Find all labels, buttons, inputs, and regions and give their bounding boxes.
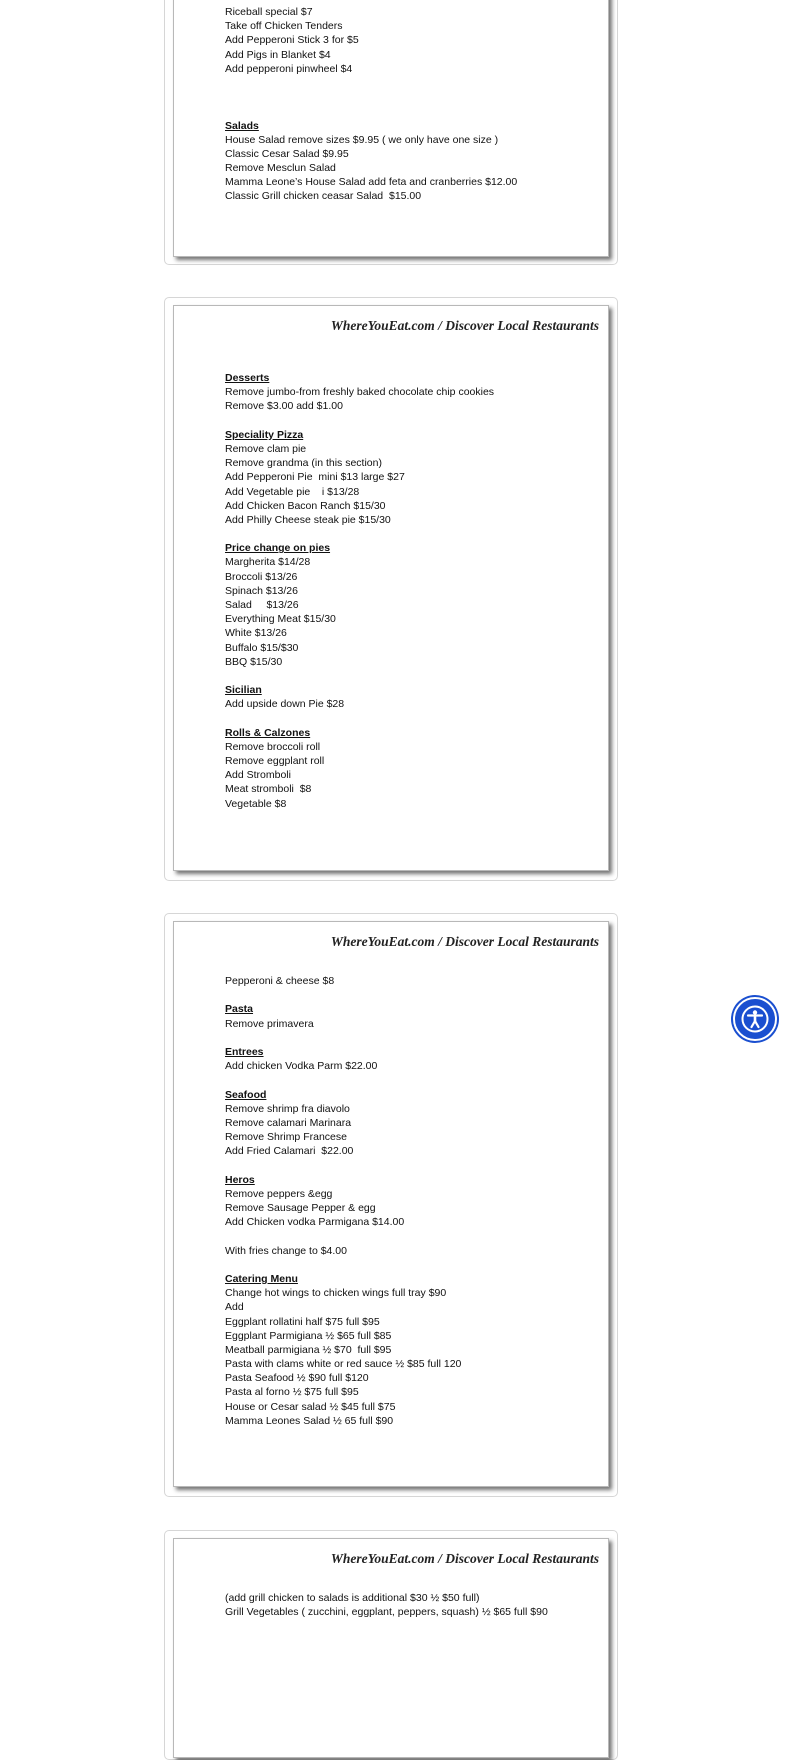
text-line: Add Pepperoni Pie mini $13 large $27 [225,471,405,484]
text-line: Add upside down Pie $28 [225,698,345,711]
document-page-1 [173,0,609,257]
text-line: Grill Vegetables ( zucchini, eggplant, peppers, squash) ½ $65 full $90 [225,1606,548,1619]
document-page-4 [173,1538,609,1758]
accessibility-button[interactable] [733,997,777,1041]
text-line: Spinach $13/26 [225,584,298,597]
blank-line [225,527,494,541]
text-line: Meatball parmigiana ½ $70 full $95 [225,1343,392,1356]
text-line: Buffalo $15/$30 [225,641,299,654]
text-line: Remove broccoli roll [225,740,321,753]
text-line: Remove Mesclun Salad [225,162,336,175]
text-line: Classic Grill chicken ceasar Salad $15.00 [225,190,422,203]
blank-line [225,1073,461,1087]
section-heading: Price change on pies [225,542,331,555]
section-heading: Desserts [225,372,270,384]
text-line: Add Fried Calamari $22.00 [225,1145,354,1158]
section-heading: Entrees [225,1045,264,1058]
blank-line [225,669,494,683]
document-page-frame-1 [164,0,618,265]
text-line: Broccoli $13/26 [225,570,298,583]
document-page-3 [173,921,609,1487]
text-line: Add Philly Cheese steak pie $15/30 [225,513,391,526]
page-1-content [225,5,517,204]
blank-line [225,76,517,90]
text-line: Remove $3.00 add $1.00 [225,400,343,413]
blank-line [225,1258,461,1272]
text-line: Remove peppers &egg [225,1187,333,1200]
text-line: House Salad remove sizes $9.95 ( we only have one size ) [225,133,499,146]
text-line: Remove Sausage Pepper & egg [225,1202,376,1214]
blank-line [225,90,517,104]
text-line: Take off Chicken Tenders [225,20,343,33]
page-2-content [225,371,494,811]
text-line: Remove calamari Marinara [225,1116,352,1129]
text-line: House or Cesar salad ½ $45 full $75 [225,1400,396,1413]
text-line: Margherita $14/28 [225,556,311,569]
section-heading: Seafood [225,1088,267,1101]
text-line: Add Pigs in Blanket $4 [225,48,331,61]
text-line: BBQ $15/30 [225,655,283,668]
section-heading: Pasta [225,1003,254,1016]
text-line: Remove primavera [225,1017,314,1030]
text-line: Meat stromboli $8 [225,783,312,796]
text-line: Add [225,1301,244,1314]
section-heading: Heros [225,1173,255,1186]
document-page-frame-4 [164,1530,618,1760]
text-line: Add chicken Vodka Parm $22.00 [225,1060,378,1073]
page-4-content [225,1591,548,1619]
accessibility-icon [741,1005,769,1033]
text-line: Change hot wings to chicken wings full tray $90 [225,1287,447,1300]
text-line: Add Chicken vodka Parmigana $14.00 [225,1216,405,1229]
text-line: Remove shrimp fra diavolo [225,1102,350,1115]
page-3-content [225,974,461,1428]
section-heading: Salads [225,119,259,132]
page-header: WhereYouEat.com / Discover Local Restaurants [330,934,599,949]
section-heading: Sicilian [225,684,262,697]
page-header: WhereYouEat.com / Discover Local Restaurants [330,318,599,333]
text-line: Add pepperoni pinwheel $4 [225,62,353,75]
text-line: Remove jumbo-from freshly baked chocolate chip cookies [225,386,495,399]
document-page-frame-3 [164,913,618,1497]
text-line: Mamma Leone’s House Salad add feta and cranberries $12.00 [225,176,518,189]
text-line: Mamma Leones Salad ½ 65 full $90 [225,1414,394,1427]
text-line: With fries change to $4.00 [225,1244,347,1257]
text-line: Eggplant rollatini half $75 full $95 [225,1315,380,1328]
text-line: Add Vegetable pie i $13/28 [225,485,360,498]
blank-line [225,1031,461,1045]
text-line: Riceball special $7 [225,6,313,18]
blank-line [225,988,461,1002]
section-heading: Speciality Pizza [225,428,304,441]
text-line: Add Pepperoni Stick 3 for $5 [225,34,359,47]
text-line: Remove eggplant roll [225,755,325,768]
page-header: WhereYouEat.com / Discover Local Restaurants [330,1551,599,1566]
text-line: Pepperoni & cheese $8 [225,975,335,987]
text-line: Pasta Seafood ½ $90 full $120 [225,1372,369,1385]
text-line: Add Stromboli [225,769,291,782]
text-line: Remove clam pie [225,442,307,455]
document-page-2 [173,305,609,871]
text-line: (add grill chicken to salads is additional $30 ½ $50 full) [225,1592,480,1604]
blank-line [225,1229,461,1243]
text-line: Vegetable $8 [225,797,287,810]
blank-line [225,1158,461,1172]
text-line: Pasta with clams white or red sauce ½ $85 full 120 [225,1358,462,1371]
text-line: Add Chicken Bacon Ranch $15/30 [225,499,386,512]
blank-line [225,104,517,118]
section-heading: Catering Menu [225,1272,298,1285]
text-line: Salad $13/26 [225,599,299,611]
text-line: Remove grandma (in this section) [225,457,382,470]
text-line: Pasta al forno ½ $75 full $95 [225,1386,359,1399]
text-line: Classic Cesar Salad $9.95 [225,147,349,160]
text-line: Eggplant Parmigiana ½ $65 full $85 [225,1329,392,1342]
document-page-frame-2 [164,297,618,881]
text-line: Remove Shrimp Francese [225,1131,347,1144]
text-line: Everything Meat $15/30 [225,613,336,626]
blank-line [225,712,494,726]
text-line: White $13/26 [225,627,287,640]
blank-line [225,414,494,428]
section-heading: Rolls & Calzones [225,726,311,739]
